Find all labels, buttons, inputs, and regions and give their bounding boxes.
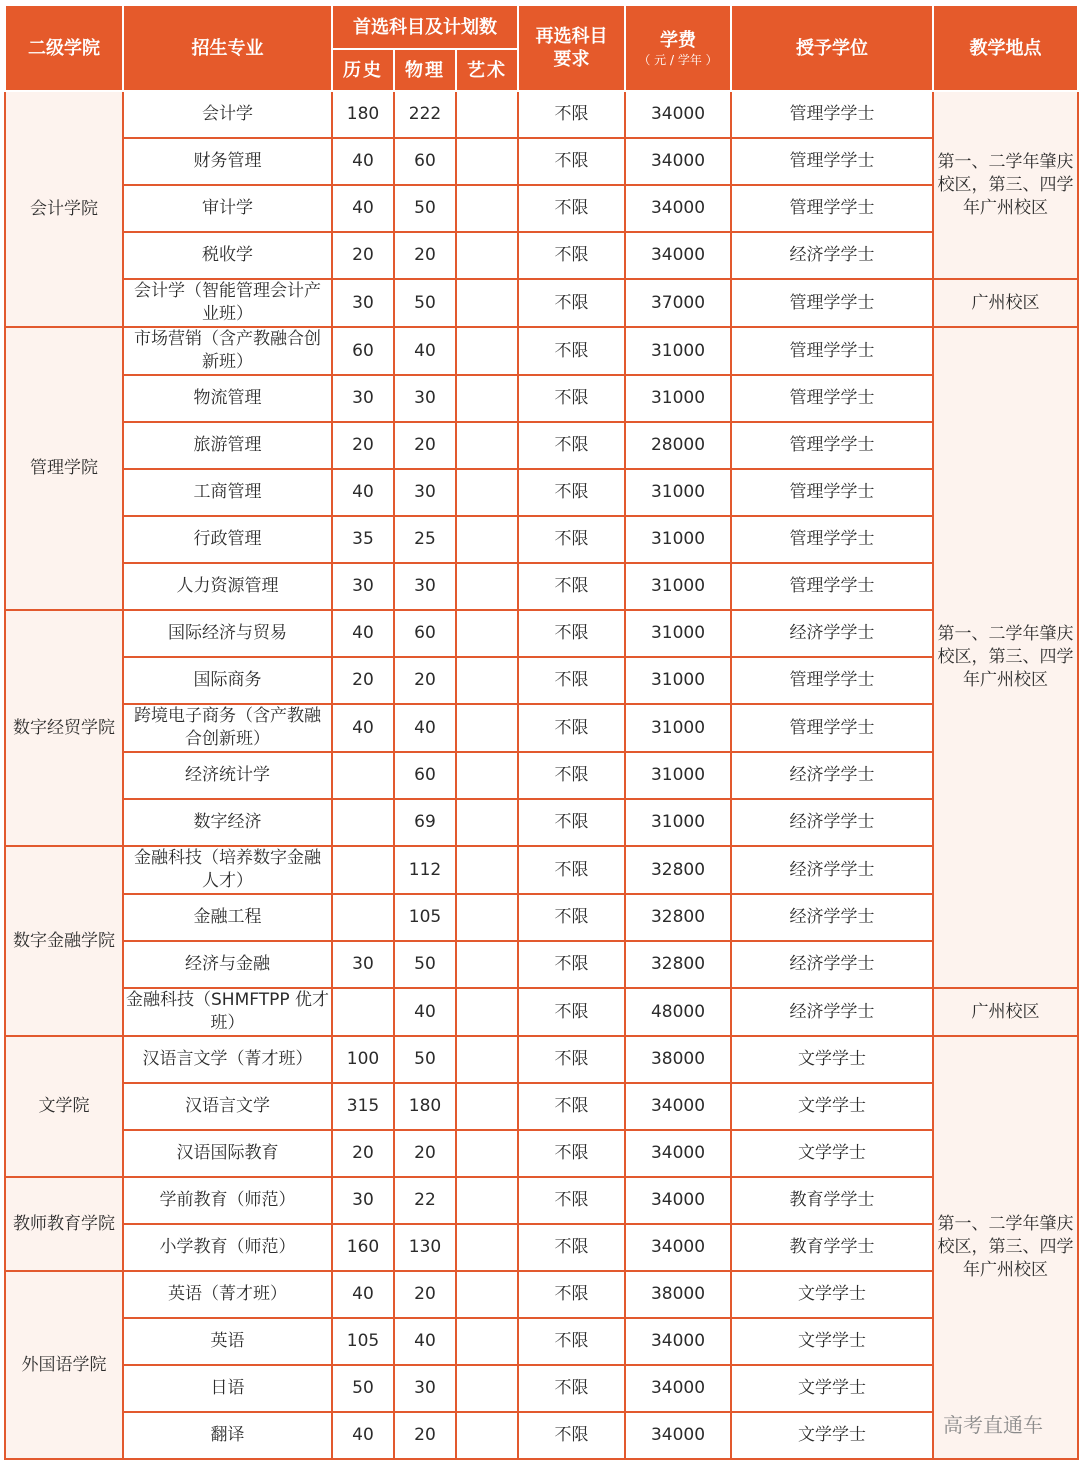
art-cell: [456, 1083, 518, 1130]
location-cell: 第一、二学年肇庆校区，第三、四学年广州校区: [933, 1036, 1078, 1459]
art-cell: [456, 375, 518, 422]
location-cell: 广州校区: [933, 279, 1078, 327]
history-cell: 30: [332, 279, 394, 327]
header-history: 历史: [332, 49, 394, 91]
art-cell: [456, 1130, 518, 1177]
fee-cell: 34000: [625, 91, 731, 138]
header-fee-unit: （ 元 / 学年 ）: [638, 52, 718, 67]
physics-cell: 20: [394, 232, 456, 279]
header-plan: 首选科目及计划数: [332, 5, 518, 49]
fee-cell: 34000: [625, 1177, 731, 1224]
degree-cell: 经济学学士: [731, 610, 933, 657]
art-cell: [456, 610, 518, 657]
fee-cell: 34000: [625, 138, 731, 185]
degree-cell: 管理学学士: [731, 422, 933, 469]
major-cell: 日语: [123, 1365, 332, 1412]
major-cell: 经济统计学: [123, 752, 332, 799]
requirement-cell: 不限: [518, 327, 625, 375]
major-cell: 汉语言文学（菁才班）: [123, 1036, 332, 1083]
physics-cell: 20: [394, 1130, 456, 1177]
degree-cell: 文学学士: [731, 1412, 933, 1459]
degree-cell: 管理学学士: [731, 138, 933, 185]
art-cell: [456, 657, 518, 704]
fee-cell: 34000: [625, 1224, 731, 1271]
requirement-cell: 不限: [518, 894, 625, 941]
history-cell: 20: [332, 232, 394, 279]
physics-cell: 222: [394, 91, 456, 138]
art-cell: [456, 846, 518, 894]
requirement-cell: 不限: [518, 941, 625, 988]
major-cell: 人力资源管理: [123, 563, 332, 610]
major-cell: 英语: [123, 1318, 332, 1365]
history-cell: 50: [332, 1365, 394, 1412]
header-degree: 授予学位: [731, 5, 933, 91]
requirement-cell: 不限: [518, 185, 625, 232]
degree-cell: 管理学学士: [731, 279, 933, 327]
history-cell: 30: [332, 941, 394, 988]
physics-cell: 112: [394, 846, 456, 894]
requirement-cell: 不限: [518, 469, 625, 516]
requirement-cell: 不限: [518, 232, 625, 279]
major-cell: 国际商务: [123, 657, 332, 704]
physics-cell: 69: [394, 799, 456, 846]
history-cell: 160: [332, 1224, 394, 1271]
college-cell: 数字金融学院: [5, 846, 123, 1036]
requirement-cell: 不限: [518, 91, 625, 138]
fee-cell: 31000: [625, 375, 731, 422]
history-cell: 30: [332, 375, 394, 422]
history-cell: 40: [332, 1271, 394, 1318]
art-cell: [456, 752, 518, 799]
major-cell: 学前教育（师范）: [123, 1177, 332, 1224]
fee-cell: 38000: [625, 1271, 731, 1318]
requirement-cell: 不限: [518, 988, 625, 1036]
degree-cell: 管理学学士: [731, 185, 933, 232]
history-cell: 30: [332, 1177, 394, 1224]
fee-cell: 31000: [625, 657, 731, 704]
location-cell: 第一、二学年肇庆校区，第三、四学年广州校区: [933, 327, 1078, 988]
history-cell: 40: [332, 138, 394, 185]
physics-cell: 60: [394, 752, 456, 799]
art-cell: [456, 1036, 518, 1083]
major-cell: 税收学: [123, 232, 332, 279]
fee-cell: 38000: [625, 1036, 731, 1083]
art-cell: [456, 988, 518, 1036]
physics-cell: 105: [394, 894, 456, 941]
requirement-cell: 不限: [518, 1177, 625, 1224]
fee-cell: 32800: [625, 941, 731, 988]
history-cell: 20: [332, 422, 394, 469]
fee-cell: 34000: [625, 1365, 731, 1412]
major-cell: 财务管理: [123, 138, 332, 185]
physics-cell: 60: [394, 138, 456, 185]
major-cell: 工商管理: [123, 469, 332, 516]
degree-cell: 管理学学士: [731, 375, 933, 422]
degree-cell: 管理学学士: [731, 516, 933, 563]
major-cell: 旅游管理: [123, 422, 332, 469]
major-cell: 汉语言文学: [123, 1083, 332, 1130]
requirement-cell: 不限: [518, 657, 625, 704]
degree-cell: 管理学学士: [731, 91, 933, 138]
header-fee: [625, 5, 731, 91]
art-cell: [456, 91, 518, 138]
physics-cell: 20: [394, 1412, 456, 1459]
history-cell: 40: [332, 469, 394, 516]
fee-cell: 31000: [625, 327, 731, 375]
art-cell: [456, 279, 518, 327]
fee-cell: 32800: [625, 894, 731, 941]
art-cell: [456, 185, 518, 232]
requirement-cell: 不限: [518, 1130, 625, 1177]
requirement-cell: 不限: [518, 752, 625, 799]
art-cell: [456, 941, 518, 988]
location-cell: 广州校区: [933, 988, 1078, 1036]
requirement-cell: 不限: [518, 610, 625, 657]
major-cell: 经济与金融: [123, 941, 332, 988]
art-cell: [456, 894, 518, 941]
requirement-cell: 不限: [518, 516, 625, 563]
history-cell: [332, 988, 394, 1036]
degree-cell: 管理学学士: [731, 327, 933, 375]
art-cell: [456, 138, 518, 185]
physics-cell: 20: [394, 422, 456, 469]
major-cell: 翻译: [123, 1412, 332, 1459]
history-cell: 180: [332, 91, 394, 138]
fee-cell: 34000: [625, 185, 731, 232]
physics-cell: 40: [394, 327, 456, 375]
major-cell: 会计学（智能管理会计产业班）: [123, 279, 332, 327]
physics-cell: 50: [394, 185, 456, 232]
major-cell: 英语（菁才班）: [123, 1271, 332, 1318]
fee-cell: 34000: [625, 232, 731, 279]
requirement-cell: 不限: [518, 799, 625, 846]
major-cell: 行政管理: [123, 516, 332, 563]
degree-cell: 文学学士: [731, 1365, 933, 1412]
degree-cell: 文学学士: [731, 1036, 933, 1083]
degree-cell: 管理学学士: [731, 657, 933, 704]
header-location: 教学地点: [933, 5, 1078, 91]
requirement-cell: 不限: [518, 1224, 625, 1271]
art-cell: [456, 327, 518, 375]
major-cell: 金融科技（SHMFTPP 优才班）: [123, 988, 332, 1036]
physics-cell: 30: [394, 563, 456, 610]
history-cell: 100: [332, 1036, 394, 1083]
art-cell: [456, 422, 518, 469]
degree-cell: 管理学学士: [731, 704, 933, 752]
art-cell: [456, 1412, 518, 1459]
history-cell: 315: [332, 1083, 394, 1130]
fee-cell: 31000: [625, 610, 731, 657]
history-cell: 35: [332, 516, 394, 563]
history-cell: 60: [332, 327, 394, 375]
physics-cell: 30: [394, 469, 456, 516]
physics-cell: 22: [394, 1177, 456, 1224]
major-cell: 物流管理: [123, 375, 332, 422]
degree-cell: 经济学学士: [731, 799, 933, 846]
header-fee-label: 学费: [660, 29, 696, 51]
college-cell: 会计学院: [5, 91, 123, 327]
physics-cell: 130: [394, 1224, 456, 1271]
major-cell: 跨境电子商务（含产教融合创新班）: [123, 704, 332, 752]
requirement-cell: 不限: [518, 1412, 625, 1459]
header-resubject-line1: 再选科目: [535, 26, 608, 47]
physics-cell: 60: [394, 610, 456, 657]
degree-cell: 文学学士: [731, 1318, 933, 1365]
fee-cell: 48000: [625, 988, 731, 1036]
fee-cell: 31000: [625, 799, 731, 846]
history-cell: 30: [332, 563, 394, 610]
major-cell: 审计学: [123, 185, 332, 232]
requirement-cell: 不限: [518, 422, 625, 469]
major-cell: 国际经济与贸易: [123, 610, 332, 657]
physics-cell: 50: [394, 279, 456, 327]
physics-cell: 40: [394, 988, 456, 1036]
physics-cell: 40: [394, 1318, 456, 1365]
physics-cell: 50: [394, 1036, 456, 1083]
requirement-cell: 不限: [518, 1318, 625, 1365]
physics-cell: 20: [394, 657, 456, 704]
fee-cell: 32800: [625, 846, 731, 894]
header-physics: 物理: [394, 49, 456, 91]
requirement-cell: 不限: [518, 375, 625, 422]
history-cell: 40: [332, 704, 394, 752]
major-cell: 金融工程: [123, 894, 332, 941]
major-cell: 金融科技（培养数字金融人才）: [123, 846, 332, 894]
art-cell: [456, 1271, 518, 1318]
art-cell: [456, 1224, 518, 1271]
history-cell: [332, 846, 394, 894]
requirement-cell: 不限: [518, 1271, 625, 1318]
history-cell: [332, 799, 394, 846]
fee-cell: 34000: [625, 1318, 731, 1365]
physics-cell: 180: [394, 1083, 456, 1130]
fee-cell: 31000: [625, 752, 731, 799]
art-cell: [456, 1365, 518, 1412]
requirement-cell: 不限: [518, 1036, 625, 1083]
fee-cell: 37000: [625, 279, 731, 327]
college-cell: 管理学院: [5, 327, 123, 610]
degree-cell: 经济学学士: [731, 232, 933, 279]
history-cell: 40: [332, 610, 394, 657]
fee-cell: 34000: [625, 1083, 731, 1130]
major-cell: 汉语国际教育: [123, 1130, 332, 1177]
degree-cell: 文学学士: [731, 1083, 933, 1130]
fee-cell: 31000: [625, 516, 731, 563]
degree-cell: 文学学士: [731, 1130, 933, 1177]
degree-cell: 教育学学士: [731, 1177, 933, 1224]
college-cell: 教师教育学院: [5, 1177, 123, 1271]
degree-cell: 经济学学士: [731, 941, 933, 988]
degree-cell: 管理学学士: [731, 469, 933, 516]
header-art: 艺术: [456, 49, 518, 91]
degree-cell: 经济学学士: [731, 894, 933, 941]
requirement-cell: 不限: [518, 563, 625, 610]
art-cell: [456, 516, 518, 563]
admission-plan-table: [4, 4, 1079, 1460]
college-cell: 外国语学院: [5, 1271, 123, 1459]
requirement-cell: 不限: [518, 138, 625, 185]
history-cell: 40: [332, 1412, 394, 1459]
major-cell: 会计学: [123, 91, 332, 138]
requirement-cell: 不限: [518, 279, 625, 327]
degree-cell: 管理学学士: [731, 563, 933, 610]
fee-cell: 34000: [625, 1412, 731, 1459]
major-cell: 小学教育（师范）: [123, 1224, 332, 1271]
watermark-text: 高考直通车: [943, 1413, 1043, 1437]
table-body: [5, 91, 1078, 1459]
art-cell: [456, 1318, 518, 1365]
location-cell: 第一、二学年肇庆校区，第三、四学年广州校区: [933, 91, 1078, 279]
degree-cell: 教育学学士: [731, 1224, 933, 1271]
physics-cell: 40: [394, 704, 456, 752]
college-cell: 数字经贸学院: [5, 610, 123, 846]
art-cell: [456, 469, 518, 516]
history-cell: [332, 894, 394, 941]
major-cell: 市场营销（含产教融合创新班）: [123, 327, 332, 375]
physics-cell: 25: [394, 516, 456, 563]
fee-cell: 31000: [625, 704, 731, 752]
degree-cell: 经济学学士: [731, 752, 933, 799]
header-resubject-line2: 要求: [553, 49, 590, 70]
art-cell: [456, 799, 518, 846]
physics-cell: 50: [394, 941, 456, 988]
degree-cell: 经济学学士: [731, 988, 933, 1036]
history-cell: 20: [332, 657, 394, 704]
requirement-cell: 不限: [518, 1083, 625, 1130]
college-cell: 文学院: [5, 1036, 123, 1177]
fee-cell: 31000: [625, 563, 731, 610]
fee-cell: 34000: [625, 1130, 731, 1177]
art-cell: [456, 1177, 518, 1224]
requirement-cell: 不限: [518, 846, 625, 894]
fee-cell: 28000: [625, 422, 731, 469]
major-cell: 数字经济: [123, 799, 332, 846]
requirement-cell: 不限: [518, 1365, 625, 1412]
physics-cell: 30: [394, 375, 456, 422]
header-resubject: [518, 5, 625, 91]
header-college: 二级学院: [5, 5, 123, 91]
history-cell: 105: [332, 1318, 394, 1365]
history-cell: 20: [332, 1130, 394, 1177]
art-cell: [456, 563, 518, 610]
history-cell: [332, 752, 394, 799]
physics-cell: 30: [394, 1365, 456, 1412]
table-header: [5, 5, 1078, 91]
fee-cell: 31000: [625, 469, 731, 516]
physics-cell: 20: [394, 1271, 456, 1318]
history-cell: 40: [332, 185, 394, 232]
degree-cell: 经济学学士: [731, 846, 933, 894]
art-cell: [456, 232, 518, 279]
degree-cell: 文学学士: [731, 1271, 933, 1318]
art-cell: [456, 704, 518, 752]
header-major: 招生专业: [123, 5, 332, 91]
requirement-cell: 不限: [518, 704, 625, 752]
